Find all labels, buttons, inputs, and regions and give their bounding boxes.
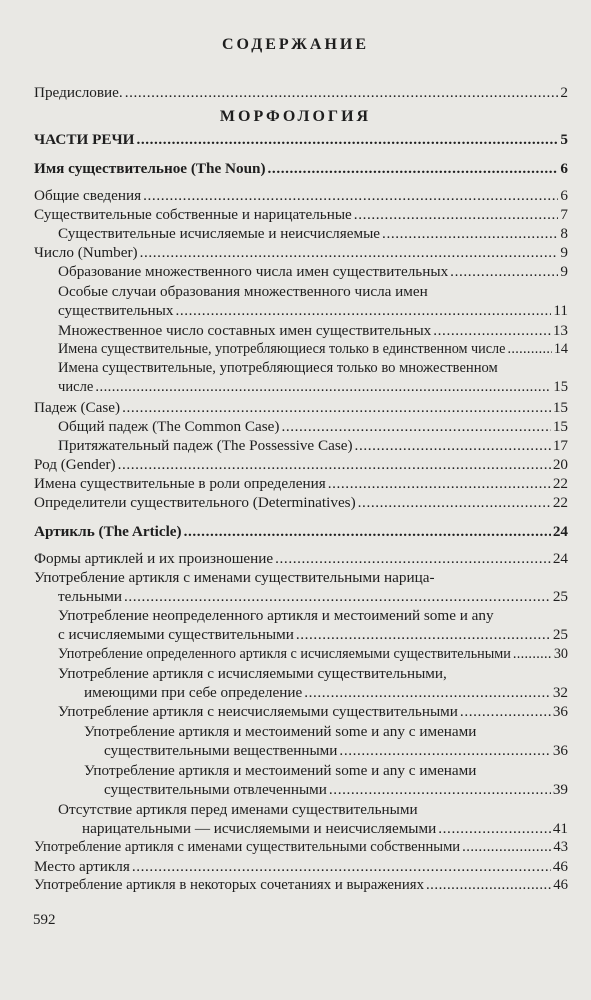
toc-page-number: 41 xyxy=(552,820,568,837)
toc-entry: Употребление артикля в некоторых сочетаниях и выражениях . . . 46 xyxy=(34,876,568,895)
toc-page-number: 15 xyxy=(553,379,568,395)
toc-entry: Употребление артикля и местоимений some и any с именами существительными вещественными . . . 36 xyxy=(84,722,568,760)
toc-entry: Род (Gender) . . . 20 xyxy=(34,455,568,474)
toc-page-number: 13 xyxy=(552,322,568,339)
page-number: 592 xyxy=(33,912,56,928)
toc-page-number: 15 xyxy=(552,418,568,435)
toc-entry: Существительные собственные и нарицательные . . . 7 xyxy=(34,205,568,224)
toc-entry: Употребление артикля с именами существительными нарица- тельными . . . 25 xyxy=(34,568,568,606)
toc-page-number: 2 xyxy=(560,84,568,101)
toc-page-number: 30 xyxy=(553,646,568,662)
toc-page-number: 46 xyxy=(553,877,568,893)
toc-page-number: 32 xyxy=(552,684,568,701)
toc-entry: Употребление артикля с исчисляемыми существительными, имеющими при себе определение . . . 32 xyxy=(58,664,568,702)
toc-entry: Имена существительные, употребляющиеся только во множественном числе . . . 15 xyxy=(58,359,568,397)
toc-page-number: 5 xyxy=(560,131,568,148)
toc-page-number: 9 xyxy=(560,263,568,280)
section-title: МОРФОЛОГИЯ xyxy=(219,108,372,125)
toc-entry: Множественное число составных имен существительных . . . 13 xyxy=(58,321,568,340)
toc-page-number: 43 xyxy=(553,839,568,855)
toc-entry: Существительные исчисляемые и неисчисляемые . . . 8 xyxy=(58,224,568,243)
toc-page-number: 8 xyxy=(560,225,568,242)
toc-entry: Предисловие. . . . 2 xyxy=(34,83,568,102)
toc-page-number: 20 xyxy=(552,456,568,473)
toc-entry: Употребление неопределенного артикля и местоимений some и any с исчисляемыми существительными . . . 25 xyxy=(58,606,568,644)
toc-entry: Имена существительные в роли определения . . . 22 xyxy=(34,474,568,493)
toc-entry: Падеж (Case) . . . 15 xyxy=(34,398,568,417)
toc-entry: Употребление определенного артикля с исчисляемыми существительными . . . 30 xyxy=(58,645,568,664)
toc-entry: Общий падеж (The Common Case) . . . 15 xyxy=(58,417,568,436)
toc-entry: Употребление артикля с именами существительными собственными . . . 43 xyxy=(34,838,568,857)
toc-page-number: 9 xyxy=(560,244,568,261)
toc-entry: Общие сведения . . . 6 xyxy=(34,186,568,205)
toc-entry: Определители существительного (Determinatives) . . . 22 xyxy=(34,493,568,512)
toc-page-number: 24 xyxy=(552,523,568,540)
toc-entry: Образование множественного числа имен существительных . . . 9 xyxy=(58,262,568,281)
toc-page-number: 22 xyxy=(552,475,568,492)
toc-page-number: 24 xyxy=(552,550,568,567)
toc-page-number: 39 xyxy=(552,781,568,798)
toc-entry: Особые случаи образования множественного числа имен существительных . . . 11 xyxy=(58,282,568,320)
toc-page-number: 14 xyxy=(553,341,568,357)
toc-entry: Имя существительное (The Noun) . . . 6 xyxy=(34,159,568,178)
toc-page-number: 6 xyxy=(560,160,568,177)
toc-page-number: 36 xyxy=(552,742,568,759)
toc-entry: Имена существительные, употребляющиеся только в единственном числе . . . 14 xyxy=(58,340,568,359)
toc-entry: Отсутствие артикля перед именами существительными нарицательными — исчисляемыми и неисчисляемыми . . . 41 xyxy=(58,800,568,838)
toc-page-number: 15 xyxy=(552,399,568,416)
toc-entry: Употребление артикля с неисчисляемыми существительными . . . 36 xyxy=(58,702,568,721)
toc-page-number: 25 xyxy=(552,588,568,605)
toc-entry: Притяжательный падеж (The Possessive Case) . . . 17 xyxy=(58,436,568,455)
toc-page-number: 7 xyxy=(560,206,568,223)
toc-page-number: 6 xyxy=(560,187,568,204)
toc-entry: Артикль (The Article) . . . 24 xyxy=(34,522,568,541)
toc-page-number: 36 xyxy=(552,703,568,720)
toc-page-number: 25 xyxy=(552,626,568,643)
toc-page-number: 46 xyxy=(552,858,568,875)
toc-entry: Число (Number) . . . 9 xyxy=(34,243,568,262)
toc-entry: Место артикля . . . 46 xyxy=(34,857,568,876)
toc-entry: Формы артиклей и их произношение . . . 24 xyxy=(34,549,568,568)
page-title: СОДЕРЖАНИЕ xyxy=(221,36,370,53)
toc-page-number: 11 xyxy=(553,302,568,319)
toc-entry: Употребление артикля и местоимений some и any с именами существительными отвлеченными . . . 39 xyxy=(84,761,568,799)
toc-entry: ЧАСТИ РЕЧИ . . . 5 xyxy=(34,130,568,149)
toc-page-number: 22 xyxy=(552,494,568,511)
toc-page-number: 17 xyxy=(552,437,568,454)
